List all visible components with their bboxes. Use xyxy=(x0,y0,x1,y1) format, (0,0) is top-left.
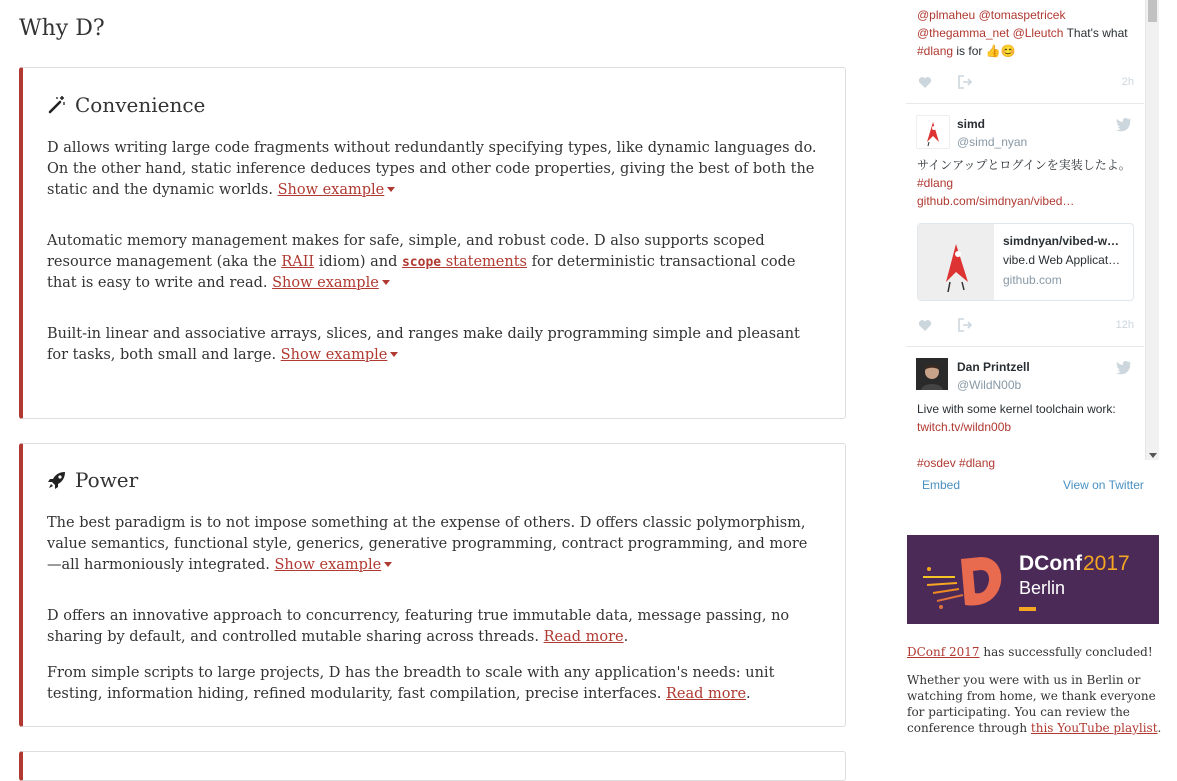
power-p1-text: The best paradigm is to not impose something at the expense of others. D offers classic polymorphism, value semantics, functional style, generics, generative programming, contract programming, and more—all harmoniously integrated. xyxy=(47,515,808,573)
tweet-2-actions xyxy=(918,317,1140,333)
twitter-bird-icon[interactable] xyxy=(1116,116,1132,130)
convenience-p2-text-a: Automatic memory management makes for safe, simple, and robust code. D also supports scoped resource management (aka the xyxy=(47,233,765,270)
show-example-link-1[interactable] xyxy=(278,182,396,198)
caret-down-icon xyxy=(382,280,390,285)
dconf-banner-city: Berlin xyxy=(1019,578,1066,598)
timeline-scrollbar[interactable] xyxy=(1145,0,1159,460)
link-preview-card[interactable] xyxy=(917,223,1134,301)
view-on-twitter-link[interactable]: View on Twitter xyxy=(1063,478,1144,492)
read-more-link-2[interactable]: Read more xyxy=(666,686,747,702)
dan-printzell-handle[interactable]: @WildN00b xyxy=(957,378,1022,392)
tweet-separator xyxy=(906,103,1144,104)
show-example-link-4[interactable] xyxy=(275,557,393,573)
show-example-label: Show example xyxy=(280,347,388,363)
next-card xyxy=(19,751,846,781)
raii-link[interactable]: RAII xyxy=(281,254,315,270)
tweet-1-actions xyxy=(918,74,1140,90)
simd-handle[interactable]: @simd_nyan xyxy=(957,135,1028,149)
dconf-banner-year: 2017 xyxy=(1083,552,1130,575)
show-example-link-3[interactable] xyxy=(281,347,399,363)
caret-down-icon xyxy=(387,187,395,192)
convenience-paragraph-2 xyxy=(47,231,821,294)
hashtag-link[interactable]: #dlang xyxy=(917,44,954,58)
hashtag-link[interactable]: #osdev #dlang xyxy=(917,456,996,470)
convenience-title: Convenience xyxy=(75,93,206,117)
page-title: Why D? xyxy=(19,16,105,41)
tweet-2-url-link[interactable]: github.com/simdnyan/vibed… xyxy=(917,194,1075,208)
tweet-2-text xyxy=(917,156,1139,210)
tweet-1-text xyxy=(917,6,1139,60)
caret-down-icon xyxy=(390,352,398,357)
dconf-banner-bar xyxy=(1019,607,1036,611)
dconf-thanks-text xyxy=(907,672,1162,736)
dconf-thanks-body: Whether you were with us in Berlin or watching from home, we thank everyone for participating. You can review the conference through xyxy=(907,673,1156,735)
tweet-2-body: サインアップとログインを実装したよ。 xyxy=(917,158,1131,172)
read-more-link-1[interactable]: Read more xyxy=(543,629,624,645)
scope-statements-link[interactable] xyxy=(402,254,527,270)
scope-statements-label: statements xyxy=(445,254,527,270)
show-example-link-2[interactable] xyxy=(272,275,390,291)
mention-link[interactable]: @thegamma_net xyxy=(917,26,1010,40)
simd-avatar[interactable] xyxy=(916,115,950,149)
caret-down-icon xyxy=(384,562,392,567)
tweet-separator xyxy=(906,346,1144,347)
dconf-banner[interactable] xyxy=(907,535,1159,624)
convenience-p3-text: Built-in linear and associative arrays, slices, and ranges make daily programming simple and pleasant for tasks, both small and large. xyxy=(47,326,800,363)
tweet-2-time[interactable]: 12h xyxy=(1115,319,1134,331)
power-p2-text: D offers an innovative approach to concurrency, featuring true immutable data, message passing, no sharing by default, and controlled mutable sharing across threads. xyxy=(47,608,790,645)
power-paragraph-2 xyxy=(47,606,821,648)
tweet-1-body: That's what xyxy=(1066,26,1128,40)
dconf-2017-link[interactable]: DConf 2017 xyxy=(907,645,980,659)
tweet-3-url-link[interactable]: twitch.tv/wildn00b xyxy=(917,420,1012,434)
power-heading xyxy=(47,468,821,492)
hashtag-link[interactable]: #dlang xyxy=(917,176,954,190)
period: . xyxy=(1157,721,1162,735)
convenience-heading xyxy=(47,93,821,117)
show-example-label: Show example xyxy=(277,182,385,198)
card-thumbnail xyxy=(918,224,994,300)
embed-link[interactable]: Embed xyxy=(922,478,961,492)
mention-link[interactable]: @Lleutch xyxy=(1012,26,1064,40)
scope-keyword: scope xyxy=(401,255,442,270)
like-heart-icon[interactable] xyxy=(918,74,932,93)
dan-printzell-name[interactable]: Dan Printzell xyxy=(957,360,1030,374)
tweet-3-text xyxy=(917,400,1139,472)
like-heart-icon[interactable] xyxy=(918,317,932,336)
power-paragraph-1 xyxy=(47,513,821,576)
convenience-card xyxy=(19,67,846,419)
dconf-concluded-text xyxy=(907,644,1162,660)
simd-name[interactable]: simd xyxy=(957,117,986,131)
convenience-p1-text: D allows writing large code fragments without redundantly specifying types, like dynamic languages do. On the other hand, static inference deduces types and other code properties, giving the best of both the static and the dynamic worlds. xyxy=(47,140,817,198)
tweet-1-body-2: is for 👍😊 xyxy=(956,44,1016,58)
power-card xyxy=(19,443,846,727)
mention-link[interactable]: @tomaspetricek xyxy=(978,8,1066,22)
twitter-bird-icon[interactable] xyxy=(1116,359,1132,373)
card-domain: github.com xyxy=(1003,273,1062,287)
mention-link[interactable]: @plmaheu xyxy=(917,8,976,22)
youtube-playlist-link[interactable]: this YouTube playlist xyxy=(1030,721,1158,735)
convenience-paragraph-1 xyxy=(47,138,821,201)
power-title: Power xyxy=(75,468,139,492)
magic-wand-icon xyxy=(47,95,67,115)
period: . xyxy=(623,629,629,645)
tweet-1-time[interactable]: 2h xyxy=(1121,76,1134,88)
share-icon[interactable] xyxy=(958,317,974,336)
period: . xyxy=(746,686,751,702)
twitter-timeline[interactable] xyxy=(906,0,1158,470)
tweet-3-body: Live with some kernel toolchain work: xyxy=(917,402,1116,416)
convenience-p2-text-b: idiom) and xyxy=(318,254,398,270)
dan-printzell-avatar[interactable] xyxy=(916,358,948,390)
dconf-concluded-body: has successfully concluded! xyxy=(983,645,1153,659)
scrollbar-thumb[interactable] xyxy=(1148,0,1157,22)
show-example-label: Show example xyxy=(272,275,379,291)
power-paragraph-3 xyxy=(47,663,821,705)
rocket-icon xyxy=(47,470,67,490)
dconf-banner-word: DConf xyxy=(1019,552,1082,575)
convenience-paragraph-3 xyxy=(47,324,821,366)
dconf-logo-icon xyxy=(919,545,1009,619)
show-example-label: Show example xyxy=(274,557,382,573)
card-description: vibe.d Web Applicat… xyxy=(1003,253,1121,267)
card-title: simdnyan/vibed-w… xyxy=(1003,234,1120,248)
convenience-p2-text-c: for deterministic transactional code that is easy to write and read. xyxy=(47,254,796,291)
scroll-down-arrow-icon[interactable] xyxy=(1149,453,1157,458)
power-p3-text: From simple scripts to large projects, D has the breadth to scale with any application's needs: unit testing, information hiding, refined modularity, fast compilation, precise interfaces. xyxy=(47,665,775,702)
share-icon[interactable] xyxy=(958,74,974,93)
